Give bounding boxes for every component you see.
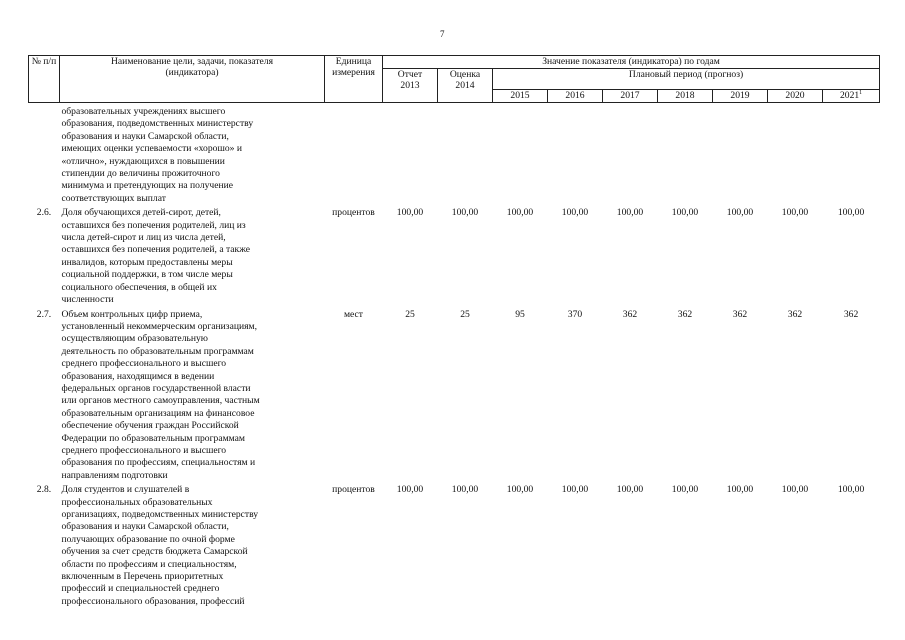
footnote-mark: 1	[859, 90, 863, 96]
value-2016: 100,00	[561, 484, 589, 496]
value-2013: 25	[405, 308, 415, 320]
value-2018: 362	[677, 308, 693, 320]
table-header	[29, 56, 880, 103]
header-year-2021-text: 2021	[839, 90, 860, 101]
header-year-2016: 2016	[548, 90, 603, 103]
header-values: Значение показателя (индикатора) по годам	[383, 56, 880, 69]
value-2020: 100,00	[781, 484, 809, 496]
row-number: 2.7.	[36, 308, 52, 320]
indicator-table	[28, 55, 880, 608]
header-year-2018: 2018	[658, 90, 713, 103]
value-2018: 100,00	[671, 207, 699, 219]
row-number: 2.8.	[36, 484, 52, 496]
value-2014: 100,00	[451, 484, 479, 496]
page-number: 7	[440, 29, 445, 39]
value-2017: 362	[622, 308, 638, 320]
header-year-2019: 2019	[713, 90, 768, 103]
value-2014: 100,00	[451, 207, 479, 219]
header-year-2015: 2015	[493, 90, 548, 103]
header-report	[383, 69, 438, 103]
value-2016: 100,00	[561, 207, 589, 219]
header-report-label: Отчет	[397, 69, 423, 80]
row-continuation-name: образовательных учреждениях высшего образования, подведомственных министерству образования и науки Самарской области, имеющих оценки успеваемости «хорошо» и «отлично», нуждающихся в повышении стипендии до величины прожиточного минимума и претендующих на получение соответствующих выплат	[61, 106, 254, 204]
header-year-2021	[823, 90, 880, 103]
table-row	[29, 307, 880, 483]
value-2015: 100,00	[506, 484, 534, 496]
header-plan: Плановый период (прогноз)	[493, 69, 880, 90]
value-2014: 25	[460, 308, 470, 320]
value-2021: 100,00	[837, 484, 865, 496]
row-name: Доля студентов и слушателей в профессиональных образовательных организациях, подведомственных министерству образования и науки Самарской области, получающих образование по очной форме обучения за счет средств бюджета Самарской области по профессиям и специальностям, включенным в Перечень приоритетных профессий и специальностей среднего профессионального образования, профессий	[61, 484, 259, 607]
row-number: 2.6.	[36, 207, 52, 219]
table-body	[29, 103, 880, 609]
header-year-2017: 2017	[603, 90, 658, 103]
header-estimate-year: 2014	[455, 80, 475, 91]
row-name: Доля обучающихся детей-сирот, детей, оставшихся без попечения родителей, лиц из числа детей-сирот и лиц из числа детей, оставшихся без попечения родителей, а также инвалидов, которым предоставлены меры социальной поддержки, в том числе меры социального обеспечения, в общей их численности	[61, 207, 250, 306]
value-2021: 362	[843, 308, 859, 320]
value-2015: 95	[515, 308, 525, 320]
header-year-2020: 2020	[768, 90, 823, 103]
value-2017: 100,00	[616, 207, 644, 219]
value-2020: 362	[787, 308, 803, 320]
table-row	[29, 205, 880, 306]
value-2020: 100,00	[781, 207, 809, 219]
value-2019: 100,00	[726, 484, 754, 496]
header-estimate	[438, 69, 493, 103]
value-2018: 100,00	[671, 484, 699, 496]
header-unit: Единица измерения	[325, 56, 383, 103]
value-2019: 100,00	[726, 207, 754, 219]
header-name: Наименование цели, задачи, показателя (индикатора)	[60, 56, 325, 103]
row-name: Объем контрольных цифр приема, установленный некоммерческим организациям, осуществляющим образовательную деятельность по образовательным программам среднего профессионального и высшего образования, находящимся в ведении федеральных органов государственной власти или органов местного самоуправления, частным образовательным организациям на финансовое обеспечение обучения граждан Российской Федерации по образовательным программам среднего профессионального и высшего образования по профессиям, специальностям и направлениям подготовки	[61, 308, 260, 481]
value-2013: 100,00	[396, 207, 424, 219]
row-unit: процентов	[332, 207, 375, 219]
table-row	[29, 482, 880, 608]
header-num: № п/п	[29, 56, 60, 103]
row-unit: процентов	[332, 484, 375, 496]
value-2019: 362	[732, 308, 748, 320]
header-report-year: 2013	[400, 80, 420, 91]
header-estimate-label: Оценка	[449, 69, 481, 80]
value-2013: 100,00	[396, 484, 424, 496]
value-2021: 100,00	[837, 207, 865, 219]
value-2017: 100,00	[616, 484, 644, 496]
row-unit: мест	[343, 308, 364, 320]
value-2015: 100,00	[506, 207, 534, 219]
table-row	[29, 103, 880, 206]
value-2016: 370	[567, 308, 583, 320]
